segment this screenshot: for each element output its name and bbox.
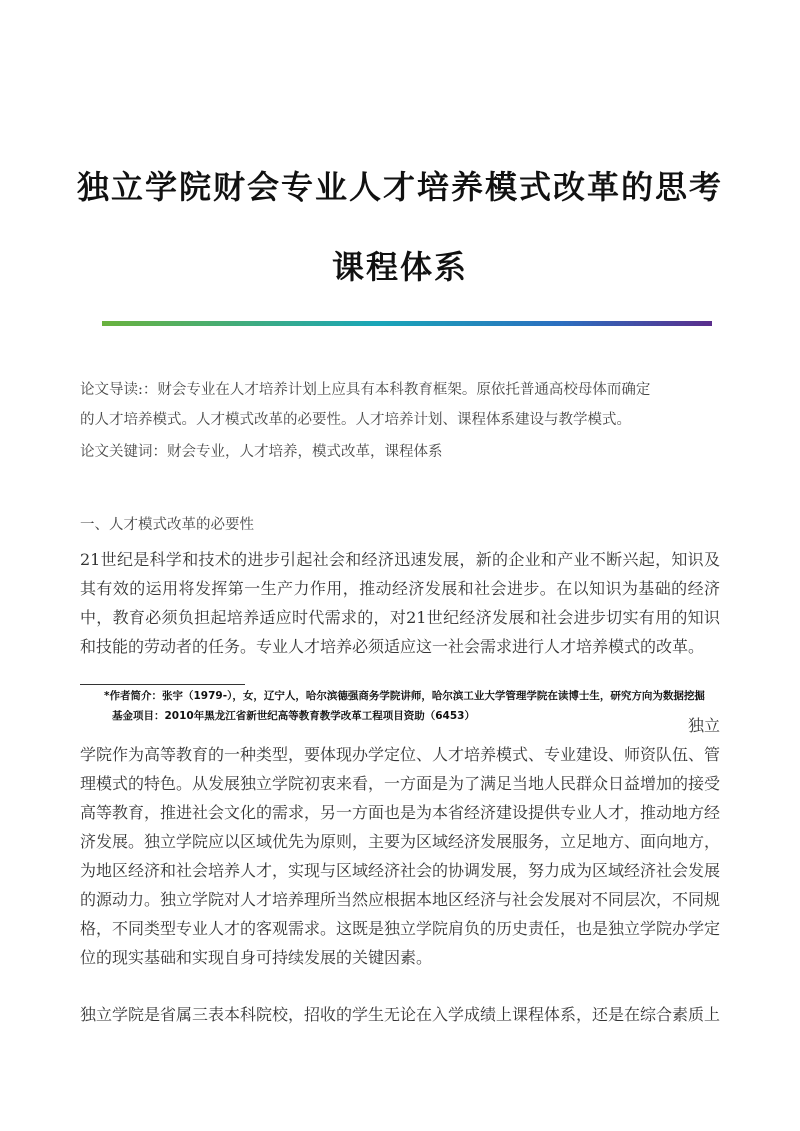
paragraph-line: 位的现实基础和实现自身可持续发展的关键因素。 xyxy=(80,948,433,967)
keywords-line: 论文关键词：财会专业，人才培养，模式改革，课程体系 xyxy=(80,444,443,460)
paragraph-line: 独立学院是省属三表本科院校，招收的学生无论在入学成绩上课程体系，还是在综合素质上 xyxy=(80,1005,721,1024)
abstract-line-1: 论文导读:：财会专业在人才培养计划上应具有本科教育框架。原依托普通高校母体而确定 xyxy=(80,382,651,398)
page-title: 独立学院财会专业人才培养模式改革的思考 xyxy=(76,168,723,206)
paragraph-line: 和技能的劳动者的任务。专业人才培养必须适应这一社会需求进行人才培养模式的改革。 xyxy=(80,637,705,656)
paragraph-2 xyxy=(80,740,720,972)
paragraph-1 xyxy=(80,545,720,661)
paragraph-3 xyxy=(80,1000,720,1029)
footnote-author: *作者简介：张宇（1979-），女，辽宁人，哈尔滨德强商务学院讲师，哈尔滨工业大学管理学院在读博士生，研究方向为数据挖掘 xyxy=(104,690,705,702)
footnote-divider xyxy=(80,684,245,685)
paragraph-line: 其有效的运用将发挥第一生产力作用，推动经济发展和社会进步。在以知识为基础的经济 xyxy=(80,579,720,598)
paragraph-line: 理模式的特色。从发展独立学院初衷来看，一方面是为了满足当地人民群众日益增加的接受 xyxy=(80,774,721,793)
paragraph-line: 格，不同类型专业人才的客观需求。这既是独立学院肩负的历史责任，也是独立学院办学定 xyxy=(80,919,721,938)
paragraph-2-start: 独立 xyxy=(687,716,720,735)
title-divider xyxy=(102,321,712,326)
paragraph-line: 21世纪是科学和技术的进步引起社会和经济迅速发展，新的企业和产业不断兴起，知识及 xyxy=(80,550,720,569)
page-subtitle: 课程体系 xyxy=(331,248,468,286)
paragraph-line: 济发展。独立学院应以区域优先为原则，主要为区域经济发展服务，立足地方、面向地方， xyxy=(80,832,721,851)
paragraph-line: 学院作为高等教育的一种类型，要体现办学定位、人才培养模式、专业建设、师资队伍、管 xyxy=(80,745,721,764)
paragraph-line: 高等教育，推进社会文化的需求，另一方面也是为本省经济建设提供专业人才，推动地方经 xyxy=(80,803,721,822)
paragraph-line: 的源动力。独立学院对人才培养理所当然应根据本地区经济与社会发展对不同层次，不同规 xyxy=(80,890,721,909)
abstract-line-2: 的人才培养模式。人才模式改革的必要性。人才培养计划、课程体系建设与教学模式。 xyxy=(80,412,631,428)
footnote-fund: 基金项目：2010年黑龙江省新世纪高等教育教学改革工程项目资助（6453） xyxy=(112,710,475,722)
paragraph-line: 为地区经济和社会培养人才，实现与区域经济社会的协调发展，努力成为区域经济社会发展 xyxy=(80,861,721,880)
paragraph-line: 中，教育必须负担起培养适应时代需求的，对21世纪经济发展和社会进步切实有用的知识 xyxy=(80,608,720,627)
section-heading: 一、人才模式改革的必要性 xyxy=(80,517,254,533)
